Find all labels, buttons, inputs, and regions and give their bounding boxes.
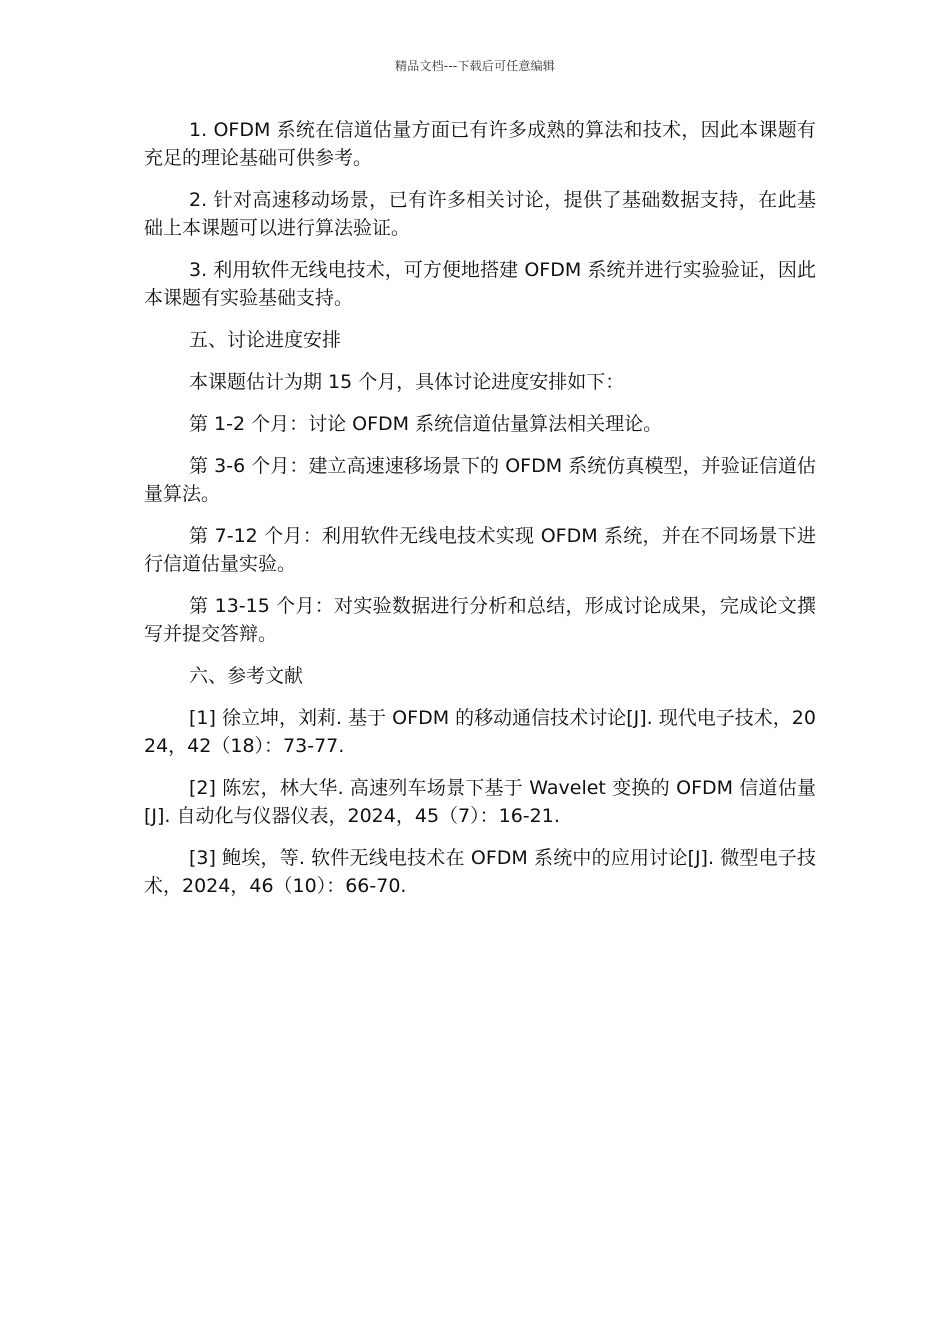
schedule-item-4: 第 13-15 个月：对实验数据进行分析和总结，形成讨论成果，完成论文撰写并提交答辩。 xyxy=(144,595,816,645)
document-body xyxy=(144,116,816,914)
reference-item-3: [3] 鲍埃，等. 软件无线电技术在 OFDM 系统中的应用讨论[J]. 微型电子技术，2024，46（10）：66-70. xyxy=(144,847,816,897)
section-heading-references: 六、参考文献 xyxy=(189,665,304,687)
page-header: 精品文档---下载后可任意编辑 xyxy=(395,59,555,73)
section-heading-schedule: 五、讨论进度安排 xyxy=(189,329,342,351)
schedule-item-3: 第 7-12 个月：利用软件无线电技术实现 OFDM 系统，并在不同场景下进行信道估量实验。 xyxy=(144,525,816,575)
paragraph-basis-algorithms: 1. OFDM 系统在信道估量方面已有许多成熟的算法和技术，因此本课题有充足的理论基础可供参考。 xyxy=(144,119,816,169)
reference-item-2: [2] 陈宏，林大华. 高速列车场景下基于 Wavelet 变换的 OFDM 信道估量[J]. 自动化与仪器仪表，2024，45（7）：16-21. xyxy=(144,777,816,827)
schedule-intro: 本课题估计为期 15 个月，具体讨论进度安排如下： xyxy=(189,371,625,393)
paragraph-basis-experiment: 3. 利用软件无线电技术，可方便地搭建 OFDM 系统并进行实验验证，因此本课题有实验基础支持。 xyxy=(144,259,816,309)
reference-item-1: [1] 徐立坤，刘莉. 基于 OFDM 的移动通信技术讨论[J]. 现代电子技术，2024，42（18）：73-77. xyxy=(144,707,816,757)
schedule-item-1: 第 1-2 个月：讨论 OFDM 系统信道估量算法相关理论。 xyxy=(189,413,663,435)
schedule-item-2: 第 3-6 个月：建立高速速移场景下的 OFDM 系统仿真模型，并验证信道估量算法。 xyxy=(144,455,816,505)
paragraph-basis-data: 2. 针对高速移动场景，已有许多相关讨论，提供了基础数据支持，在此基础上本课题可以进行算法验证。 xyxy=(144,189,816,239)
